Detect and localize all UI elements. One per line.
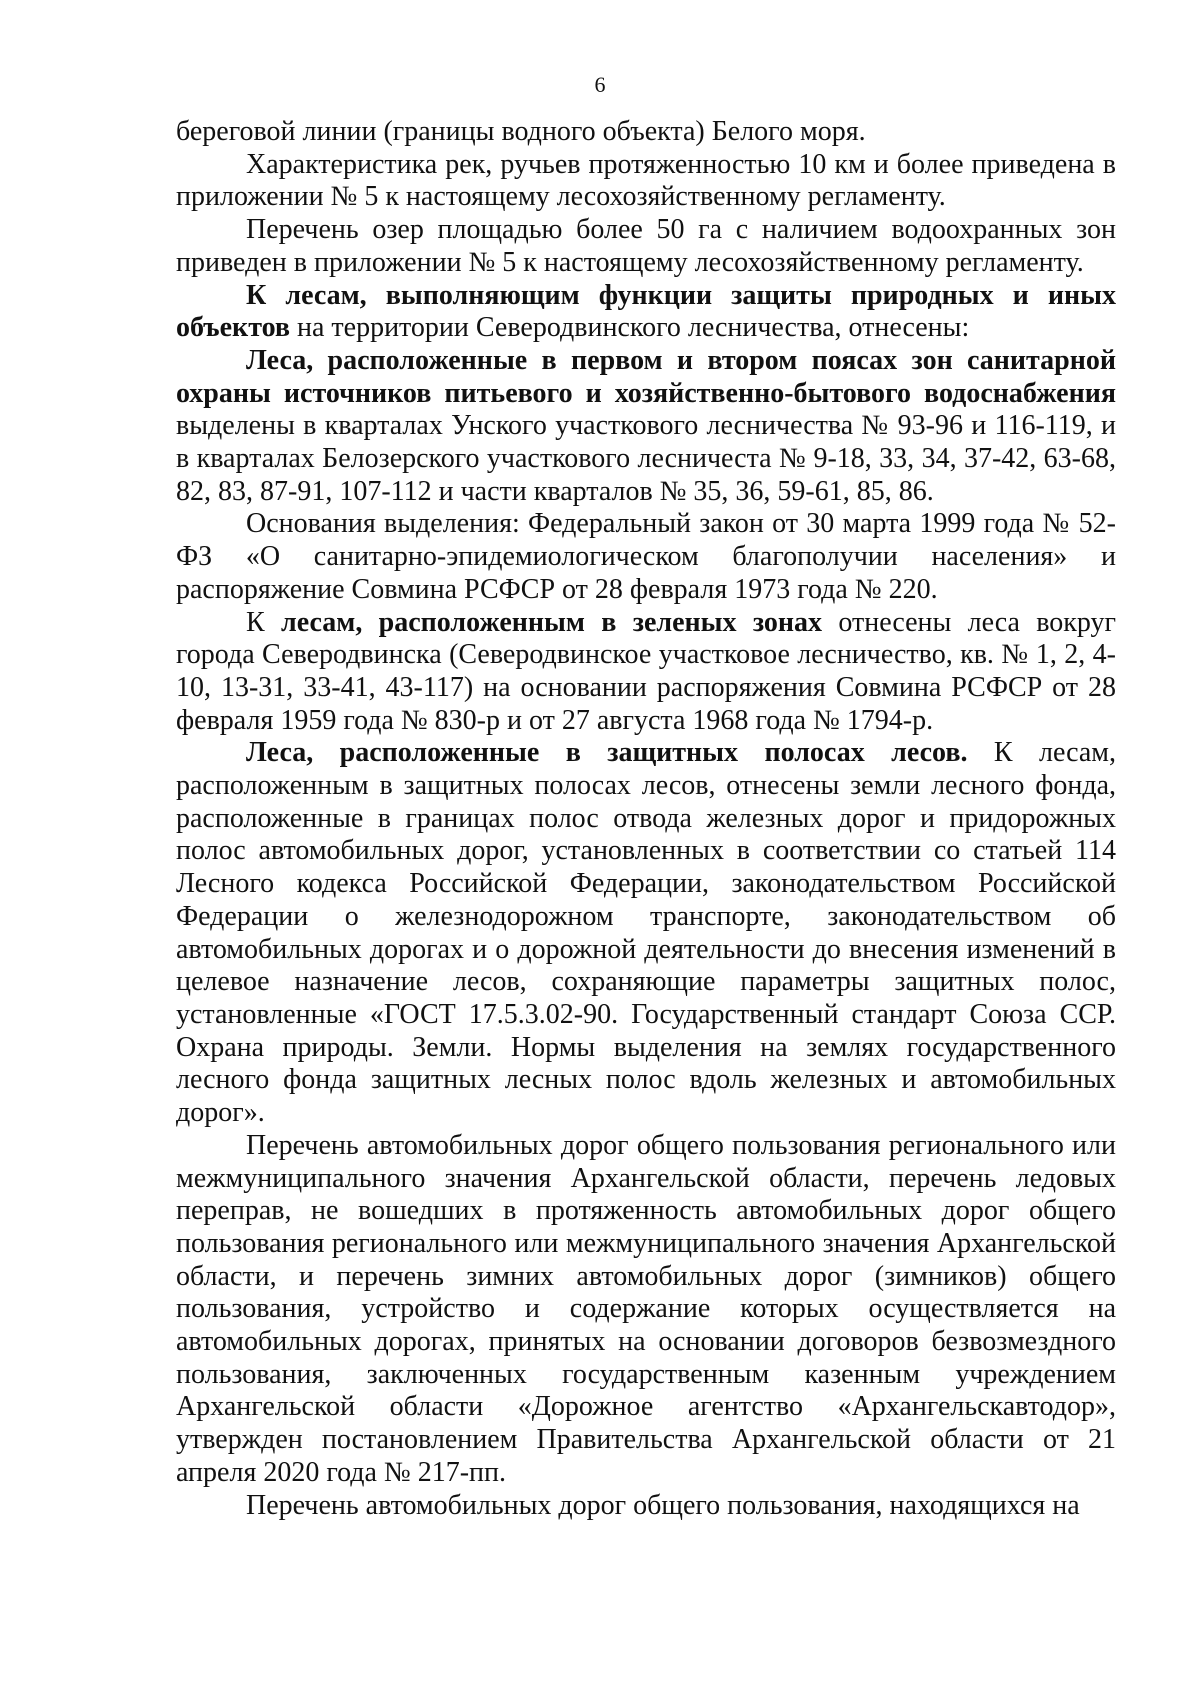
paragraph-shoreline <box>176 116 1116 149</box>
paragraph-bold-text: Леса, расположенные в первом и втором поясах зон санитарной охраны источников питьевого и хозяйственно-бытового водоснабжения <box>176 344 1116 409</box>
paragraph-text: Характеристика рек, ручьев протяженностью 10 км и более приведена в приложении № 5 к настоящему лесохозяйственному регламенту. <box>176 148 1116 213</box>
paragraph-text: выделены в кварталах Унского участкового лесничества № 93-96 и 116-119, и в кварталах Белозерского участкового лесничеста № 9-18, 33, 34, 37-42, 63-68, 82, 83, 87-91, 107-112 и части кварталов № 35, 36, 59-61, 85, 86. <box>176 410 1116 507</box>
paragraph-text: К <box>246 606 281 638</box>
paragraph-protective-strips <box>176 737 1116 1129</box>
paragraph-bold-text: лесам, расположенным в зеленых зонах <box>281 606 823 638</box>
paragraph-green-zones <box>176 607 1116 738</box>
paragraph-text: на территории Северодвинского лесничества, отнесены: <box>290 312 970 344</box>
paragraph-text: Перечень озер площадью более 50 га с наличием водоохранных зон приведен в приложении № 5 к настоящему лесохозяйственному регламенту. <box>176 214 1116 278</box>
paragraph-text: отнесены леса вокруг города Северодвинска (Северодвинское участковое лесничество, кв. № 1, 2, 4-10, 13-31, 33-41, 43-117) на основании распоряжения Совмина РСФСР от 28 февраля 1959 года № 830-р и от 27 августа 1968 года № 1794-р. <box>176 606 1117 736</box>
paragraph-protective-forests <box>176 280 1116 345</box>
page-number: 6 <box>594 72 606 97</box>
document-body <box>176 116 1116 1522</box>
paragraph-text: К лесам, расположенным в защитных полосах лесов, отнесены земли лесного фонда, расположенные в границах полос отвода железных дорог и придорожных полос автомобильных дорог, установленных в соответствии со статьей 114 Лесного кодекса Российской Федерации, законодательством Российской Федерации о железнодорожном транспорте, законодательством об автомобильных дорогах и о дорожной деятельности до внесения изменений в целевое назначение лесов, сохраняющие параметры защитных полос, установленные «ГОСТ 17.5.3.02-90. Государственный стандарт Союза ССР. Охрана природы. Земли. Нормы выделения на землях государственного лесного фонда защитных лесных полос вдоль железных и автомобильных дорог». <box>176 737 1116 1129</box>
paragraph-bold-text: Леса, расположенные в защитных полосах лесов. <box>246 737 968 769</box>
paragraph-lakes <box>176 214 1116 279</box>
paragraph-text: Основания выделения: Федеральный закон от 30 марта 1999 года № 52-ФЗ «О санитарно-эпидемиологическом благополучии населения» и распоряжение Совмина РСФСР от 28 февраля 1973 года № 220. <box>176 508 1116 605</box>
paragraph-basis <box>176 508 1116 606</box>
paragraph-text: Перечень автомобильных дорог общего пользования регионального или межмуниципального значения Архангельской области, перечень ледовых переправ, не вошедших в протяженность автомобильных дорог общего пользования регионального или межмуниципального значения Архангельской области, и перечень зимних автомобильных дорог (зимников) общего пользования, устройство и содержание которых осуществляется на автомобильных дорогах, принятых на основании договоров безвозмездного пользования, заключенных государственным казенным учреждением Архангельской области «Дорожное агентство «Архангельскавтодор», утвержден постановлением Правительства Архангельской области от 21 апреля 2020 года № 217-пп. <box>176 1129 1116 1488</box>
paragraph-bold-text: К лесам, выполняющим функции защиты природных и иных объектов <box>176 279 1116 344</box>
paragraph-roads-list <box>176 1130 1116 1490</box>
paragraph-roads-continued <box>176 1490 1116 1523</box>
paragraph-sanitary-zones <box>176 345 1116 509</box>
paragraph-text: Перечень автомобильных дорог общего пользования, находящихся на <box>246 1489 1080 1521</box>
paragraph-text: береговой линии (границы водного объекта) Белого моря. <box>176 116 866 147</box>
paragraph-rivers <box>176 149 1116 214</box>
